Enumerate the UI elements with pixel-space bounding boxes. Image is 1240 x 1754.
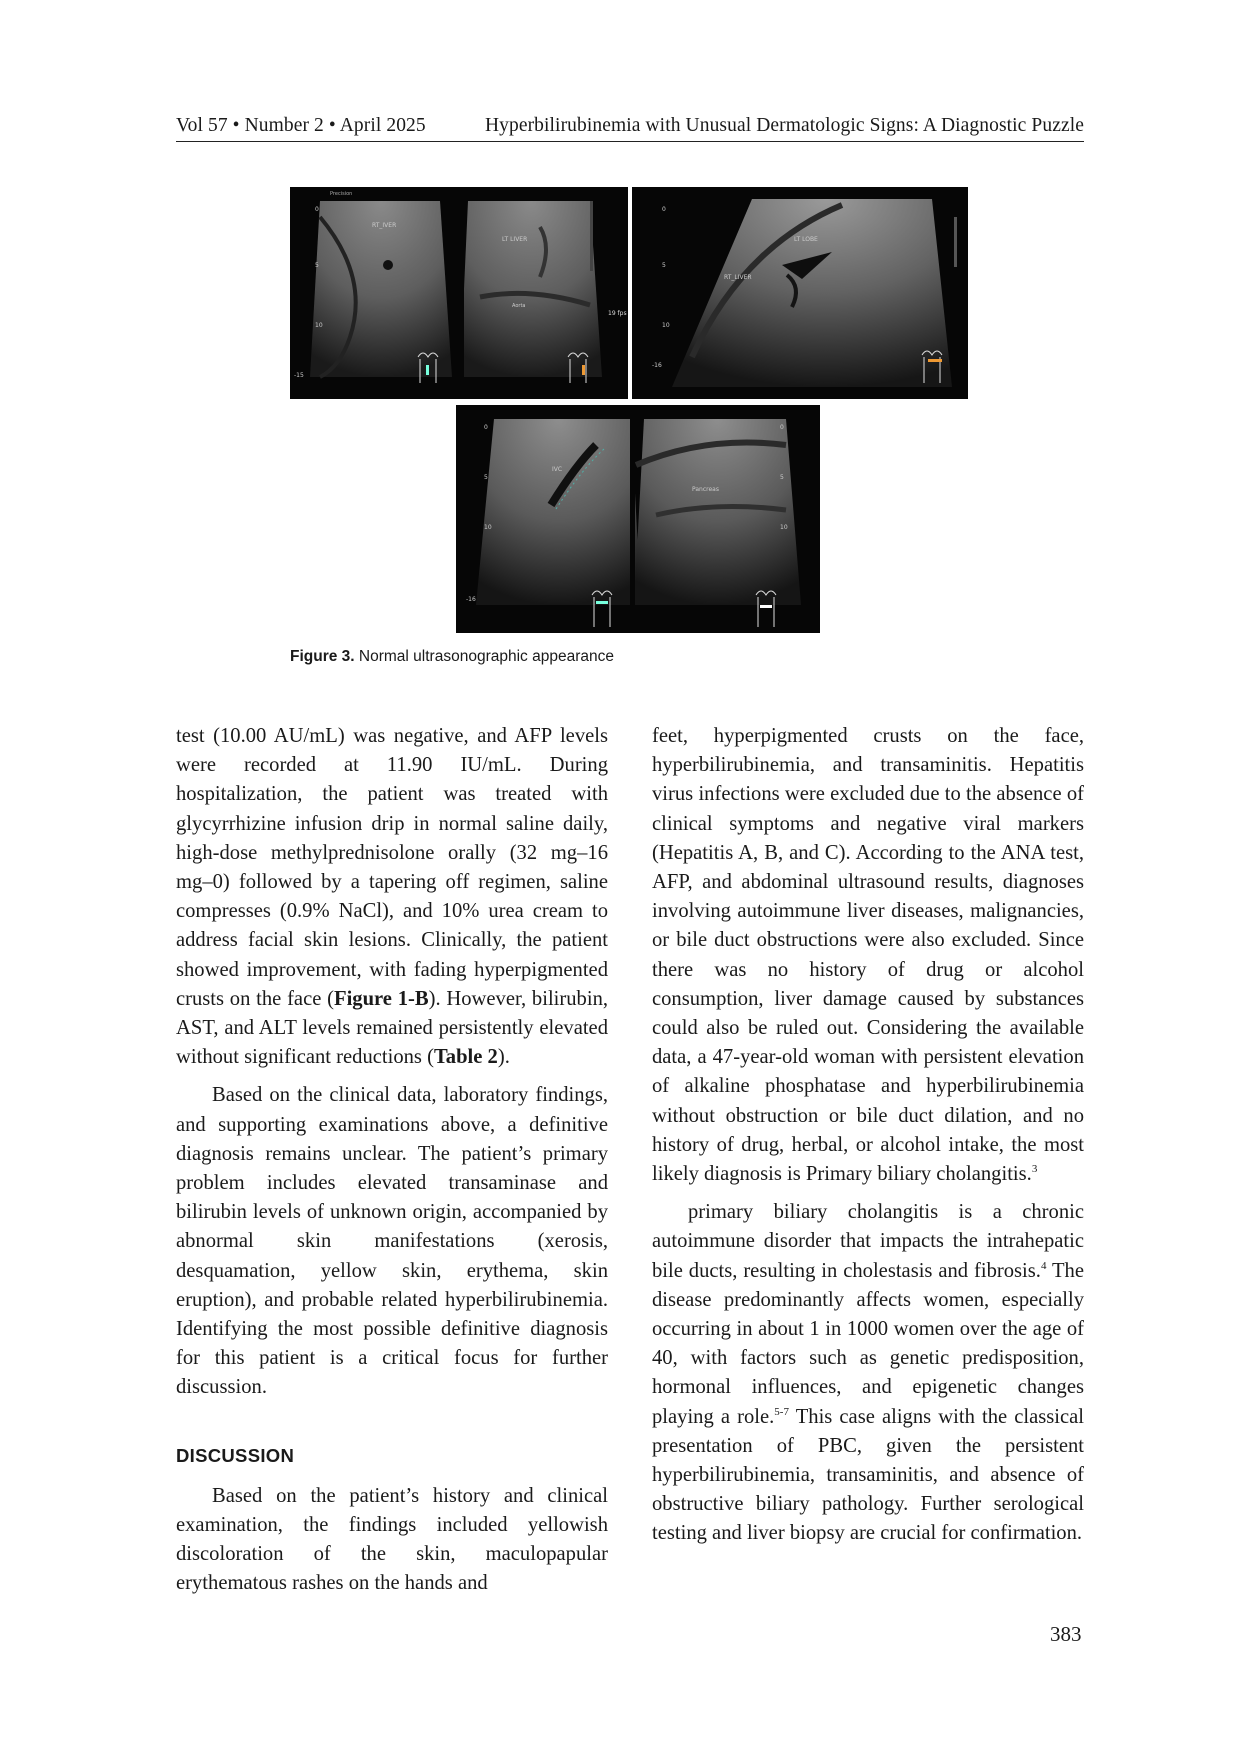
label-aorta: Aorta	[512, 303, 526, 309]
depth-15: -15	[294, 372, 304, 379]
figure-caption-text: Normal ultrasonographic appearance	[358, 648, 614, 665]
svg-text:0: 0	[662, 206, 666, 213]
page-number: 383	[1050, 1622, 1082, 1646]
paragraph: Based on the clinical data, laboratory findings, and supporting examinations above, a definitive diagnosis remains unclear. The patient’s primary problem includes elevated transaminase and bilirubin levels of unknown origin, accompanied by abnormal skin manifestations (xerosis, desquamation, yellow skin, erythema, skin eruption), and probable related hyperbilirubinemia. Identifying the most possible definitive diagnosis for this patient is a critical focus for further discussion.	[176, 1084, 608, 1399]
label-ivc: IVC	[552, 466, 563, 473]
ultrasound-image-a	[290, 187, 628, 399]
article-title: Hyperbilirubinemia with Unusual Dermatologic Signs: A Diagnostic Puzzle	[484, 115, 1084, 136]
vessel-mark	[383, 260, 393, 270]
svg-text:5: 5	[484, 474, 488, 481]
running-header	[176, 115, 1084, 142]
svg-text:5: 5	[662, 262, 666, 269]
journal-issue: Vol 57 • Number 2 • April 2025	[176, 115, 426, 136]
liver-sector-left	[476, 419, 641, 605]
label-rt-liver: RT_IVER	[372, 222, 397, 229]
label-lt-liver: LT LIVER	[502, 236, 528, 243]
liver-sector-right	[460, 201, 602, 377]
svg-text:10: 10	[780, 524, 788, 531]
label-lt-lobe: LT LOBE	[794, 236, 818, 243]
depth-16: -16	[652, 362, 662, 369]
label-brand: Precision	[330, 191, 353, 197]
ultrasound-image-c	[456, 405, 820, 633]
svg-text:0: 0	[484, 424, 488, 431]
label-pancreas: Pancreas	[692, 486, 719, 493]
citation: 5-7	[774, 1405, 789, 1418]
svg-text:-16: -16	[466, 596, 476, 603]
paragraph: Based on the patient’s history and clinical examination, the findings included yellowish discoloration of the skin, maculopapular erythematous rashes on the hands and	[176, 1484, 608, 1595]
figure-reference[interactable]: Figure 1-B	[333, 987, 429, 1010]
figure-caption	[290, 648, 614, 666]
paragraph: feet, hyperpigmented crusts on the face, hyperbilirubinemia, and transaminitis. Hepatitis virus infections were excluded due to the absence of clinical symptoms and negative viral markers (Hepatitis A, B, and C). According to the ANA test, AFP, and abdominal ultrasound results, diagnoses involving autoimmune liver diseases, malignancies, or bile duct obstructions were also excluded. Since there was no history of drug or alcohol consumption, liver damage caused by substances could also be ruled out. Considering the available data, a 47-year-old woman with persistent elevation of alkaline phosphatase and hyperbilirubinemia without obstruction or bile duct dilation, and no history of drug, herbal, or alcohol intake, the most likely diagnosis is Primary biliary cholangitis.$^3$	[652, 725, 1084, 1186]
depth-0: 0	[315, 206, 319, 213]
ultrasound-panel-a	[290, 187, 628, 399]
depth-5: 5	[315, 262, 319, 269]
ultrasound-image-b	[632, 187, 968, 399]
svg-text:5: 5	[780, 474, 784, 481]
svg-text:10: 10	[484, 524, 492, 531]
figure-label: Figure 3.	[290, 648, 355, 665]
label-rt-liver: RT_LIVER	[724, 274, 752, 281]
left-column	[176, 722, 608, 1599]
section-heading: DISCUSSION	[176, 1444, 295, 1466]
citation: 3	[1031, 1163, 1038, 1176]
citation: 4	[1040, 1259, 1047, 1272]
table-reference[interactable]: Table 2	[433, 1046, 498, 1069]
paragraph: test (10.00 AU/mL) was negative, and AFP levels were recorded at 11.90 IU/mL. During hospitalization, the patient was treated with glycyrrhizine infusion drip in normal saline daily, high-dose methylprednisolone orally (32 mg–16 mg–0) followed by a tapering off regimen, saline compresses (0.9% NaCl), and 10% urea cream to address facial skin lesions. Clinically, the patient showed improvement, with fading hyperpigmented crusts on the face (Figure 1-B). However, bilirubin, AST, and ALT levels remained persistently elevated without significant reductions (Table 2).	[176, 725, 609, 1069]
right-column	[652, 722, 1084, 1549]
paragraph: primary biliary cholangitis is a chronic autoimmune disorder that impacts the intrahepatic bile ducts, resulting in cholestasis and fibrosis.$^4$ The disease predominantly affects women, especially occurring in about 1 in 1000 women over the age of 40, with factors such as genetic predisposition, hormonal influences, and epigenetic changes playing a role.$^{5-7}$ This case aligns with the classical presentation of PBC, given the persistent hyperbilirubinemia, transaminitis, and absence of obstructive biliary pathology. Further serological testing and liver biopsy are crucial for confirmation.	[652, 1201, 1084, 1545]
label-fps: 19 fps	[608, 310, 627, 317]
ultrasound-panel-b	[632, 187, 968, 399]
svg-text:10: 10	[662, 322, 670, 329]
depth-10: 10	[315, 322, 323, 329]
svg-text:0: 0	[780, 424, 784, 431]
ultrasound-panel-c	[456, 405, 820, 633]
